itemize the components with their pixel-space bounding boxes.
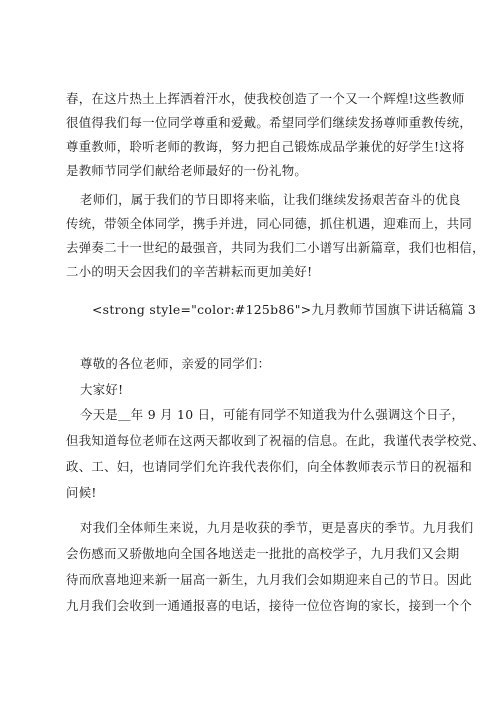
text-line: 今天是＿年 9 月 10 日，可能有同学不知道我为什么强调这个日子， [80,407,465,422]
hello-line: 大家好! [80,382,124,397]
greeting: 尊敬的各位老师，亲爱的同学们： [80,356,271,371]
text-line: 九月我们会收到一通通报喜的电话，接待一位位咨询的家长，接到一个个 [66,598,473,613]
text-line: 是教师节同学们献给老师最好的一份礼物。 [66,163,308,178]
text-line: 传统，带领全体同学，携手并进，同心同德，抓住机遇，迎难而上，共同 [66,216,473,231]
text-line: 但我知道每位老师在这两天都收到了祝福的信息。在此，我谨代表学校党、 [66,433,485,448]
text-line: 春，在这片热土上挥洒着汗水，使我校创造了一个又一个辉煌!这些教师 [66,91,465,106]
text-line: 老师们，属于我们的节日即将来临，让我们继续发扬艰苦奋斗的优良 [80,192,461,207]
text-line: 去弹奏二十一世纪的最强音，共同为我们二小谱写出新篇章，我们也相信， [66,240,485,255]
text-line: 对我们全体师生来说，九月是收获的季节，更是喜庆的季节。九月我们 [80,520,474,535]
text-line: 问候! [66,485,97,500]
text-line: 待而欣喜地迎来新一届高一新生，九月我们会如期迎来自己的节日。因此 [66,572,473,587]
text-line: 政、工、妇，也请同学们允许我代表你们，向全体教师表示节日的祝福和 [66,459,473,474]
text-line: 会伤感而又骄傲地向全国各地送走一批批的高校学子，九月我们又会期 [66,546,460,561]
text-line: 二小的明天会因我们的辛苦耕耘而更加美好! [66,264,313,279]
text-line: 很值得我们每一位同学尊重和爱戴。希望同学们继续发扬尊师重教传统， [66,115,473,130]
section-heading: <strong style="color:#125b86">九月教师节国旗下讲话稿篇 3 [92,302,477,317]
text-line: 尊重教师，聆听老师的教诲，努力把自己锻炼成品学兼优的好学生!这将 [66,139,465,154]
